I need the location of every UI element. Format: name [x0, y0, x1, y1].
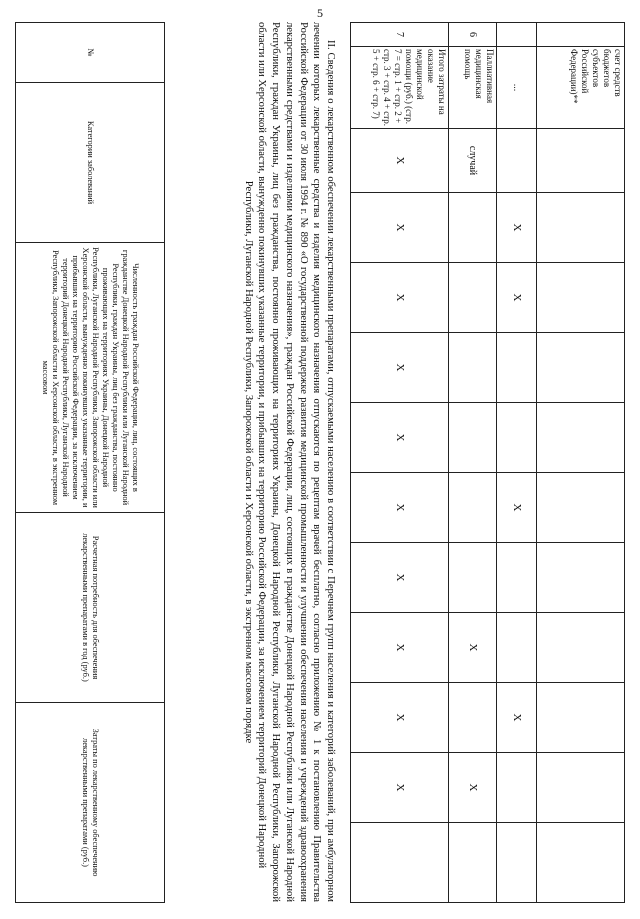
unit-cell: X: [351, 129, 449, 193]
x-mark: X: [497, 263, 537, 333]
header-num: №: [16, 23, 165, 83]
page-number: 5: [317, 6, 323, 20]
x-mark: X: [351, 193, 449, 263]
rotated-page-content: [15, 22, 625, 902]
x-mark: X: [449, 753, 497, 823]
row-label: счет средств бюджетов субъектов Российской Федерации)**: [537, 47, 625, 129]
x-mark: [497, 613, 537, 683]
x-mark: [497, 543, 537, 613]
table-cell: [537, 823, 625, 903]
table-cell: [537, 263, 625, 333]
table-cell: [537, 543, 625, 613]
section-2-text-last-line: Республики, Луганской Народной Республики, Запорожской области и Херсонской области, в экстренном массовом порядке: [242, 180, 254, 744]
table-cell: [497, 129, 537, 193]
table-row: [497, 23, 537, 903]
table-row: [537, 23, 625, 903]
x-mark: [497, 823, 537, 903]
header-costs: Затраты по лекарственному обеспечению лекарственными препаратами (руб.): [16, 703, 165, 903]
x-mark: X: [449, 613, 497, 683]
table-cell: [537, 403, 625, 473]
row-label: Итого затраты на оказание медицинской помощи (руб.) (стр. 7 = стр. 1 + стр. 2 + стр. 3 + стр. 4 + стр. 5 + стр. 6 + стр. 7): [351, 47, 449, 129]
x-mark: [449, 263, 497, 333]
x-mark: X: [497, 193, 537, 263]
x-mark: X: [351, 543, 449, 613]
section-2-text: II. Сведения о лекарственном обеспечении лекарственными препаратами, отпускаемыми населению в соответствии с Перечнем групп населения и категорий заболеваний, при амбулаторном лечении которых лекарственные средства и изделия медицинского назначения отпускаются по рецептам врачей бесплатно, согласно приложению № 1 к постановлению Правительства Российской Федерации от 30 июля 1994 г. № 890 «О государственной поддержке развития медицинской промышленности и улучшении обеспечения населения и учреждений здравоохранения лекарственными средствами и изделиями медицинского назначения», граждан Российской Федерации, лиц, состоящих в гражданстве Донецкой Народной Республики или Луганской Народной Республики, граждан Украины, лиц без гражданства, постоянно проживающих на территориях Украины, Донецкой Народной Республики, Луганской Народной Республики, Запорожской области или Херсонской области, вынужденно покинувших указанные территории, и прибывших на территорию Российской Федерации, за исключением территорий Донецкой Народной: [256, 22, 336, 902]
x-mark: [449, 683, 497, 753]
x-mark: [497, 333, 537, 403]
x-mark: X: [351, 333, 449, 403]
row-number: 6: [449, 23, 497, 47]
x-mark: X: [497, 473, 537, 543]
x-mark: [497, 753, 537, 823]
header-category: Категории заболеваний: [16, 83, 165, 243]
x-mark: [449, 193, 497, 263]
table-cell: [537, 333, 625, 403]
table-header-row: [16, 23, 165, 903]
table-cell: [497, 23, 537, 47]
x-mark: [449, 473, 497, 543]
drug-supply-table: [15, 22, 165, 903]
medical-care-table: [350, 22, 625, 903]
x-mark: X: [351, 473, 449, 543]
header-need: Расчетная потребность для обеспечения лекарственными препаратами в год (руб.): [16, 513, 165, 703]
x-mark: [497, 403, 537, 473]
table-cell: [537, 613, 625, 683]
x-mark: X: [351, 613, 449, 683]
x-mark: [449, 543, 497, 613]
table-cell: [537, 129, 625, 193]
x-mark: [449, 823, 497, 903]
x-mark: X: [497, 683, 537, 753]
header-count: Численность граждан Российской Федерации, лиц, состоящих в гражданстве Донецкой Народной Республики или Луганской Народной Республики, граждан Украины, лиц без гражданства, постоянно проживающих на территориях Украины, Донецкой Народной Республики, Луганской Народной Республики, Запорожской области или Херсонской области, вынужденно покинувших указанные территории, и прибывших на территорию Российской Федерации, за исключением территорий Донецкой Народной Республики, Луганской Народной Республики, Запорожской области и Херсонской области, в экстренном массовом: [16, 243, 165, 513]
x-mark: X: [351, 753, 449, 823]
table-row: [351, 23, 449, 903]
x-mark: [449, 333, 497, 403]
x-mark: X: [351, 683, 449, 753]
table-cell: [537, 193, 625, 263]
continuation-mark: ...: [497, 47, 537, 129]
x-mark: [351, 823, 449, 903]
table-cell: [537, 473, 625, 543]
table-cell: [537, 683, 625, 753]
row-label: Паллиативная медицинская помощь: [449, 47, 497, 129]
x-mark: [449, 403, 497, 473]
table-row: [449, 23, 497, 903]
unit-cell: случай: [449, 129, 497, 193]
x-mark: X: [351, 263, 449, 333]
table-cell: [537, 23, 625, 47]
section-2-heading: [241, 22, 337, 902]
x-mark: X: [351, 403, 449, 473]
row-number: 7: [351, 23, 449, 47]
table-cell: [537, 753, 625, 823]
